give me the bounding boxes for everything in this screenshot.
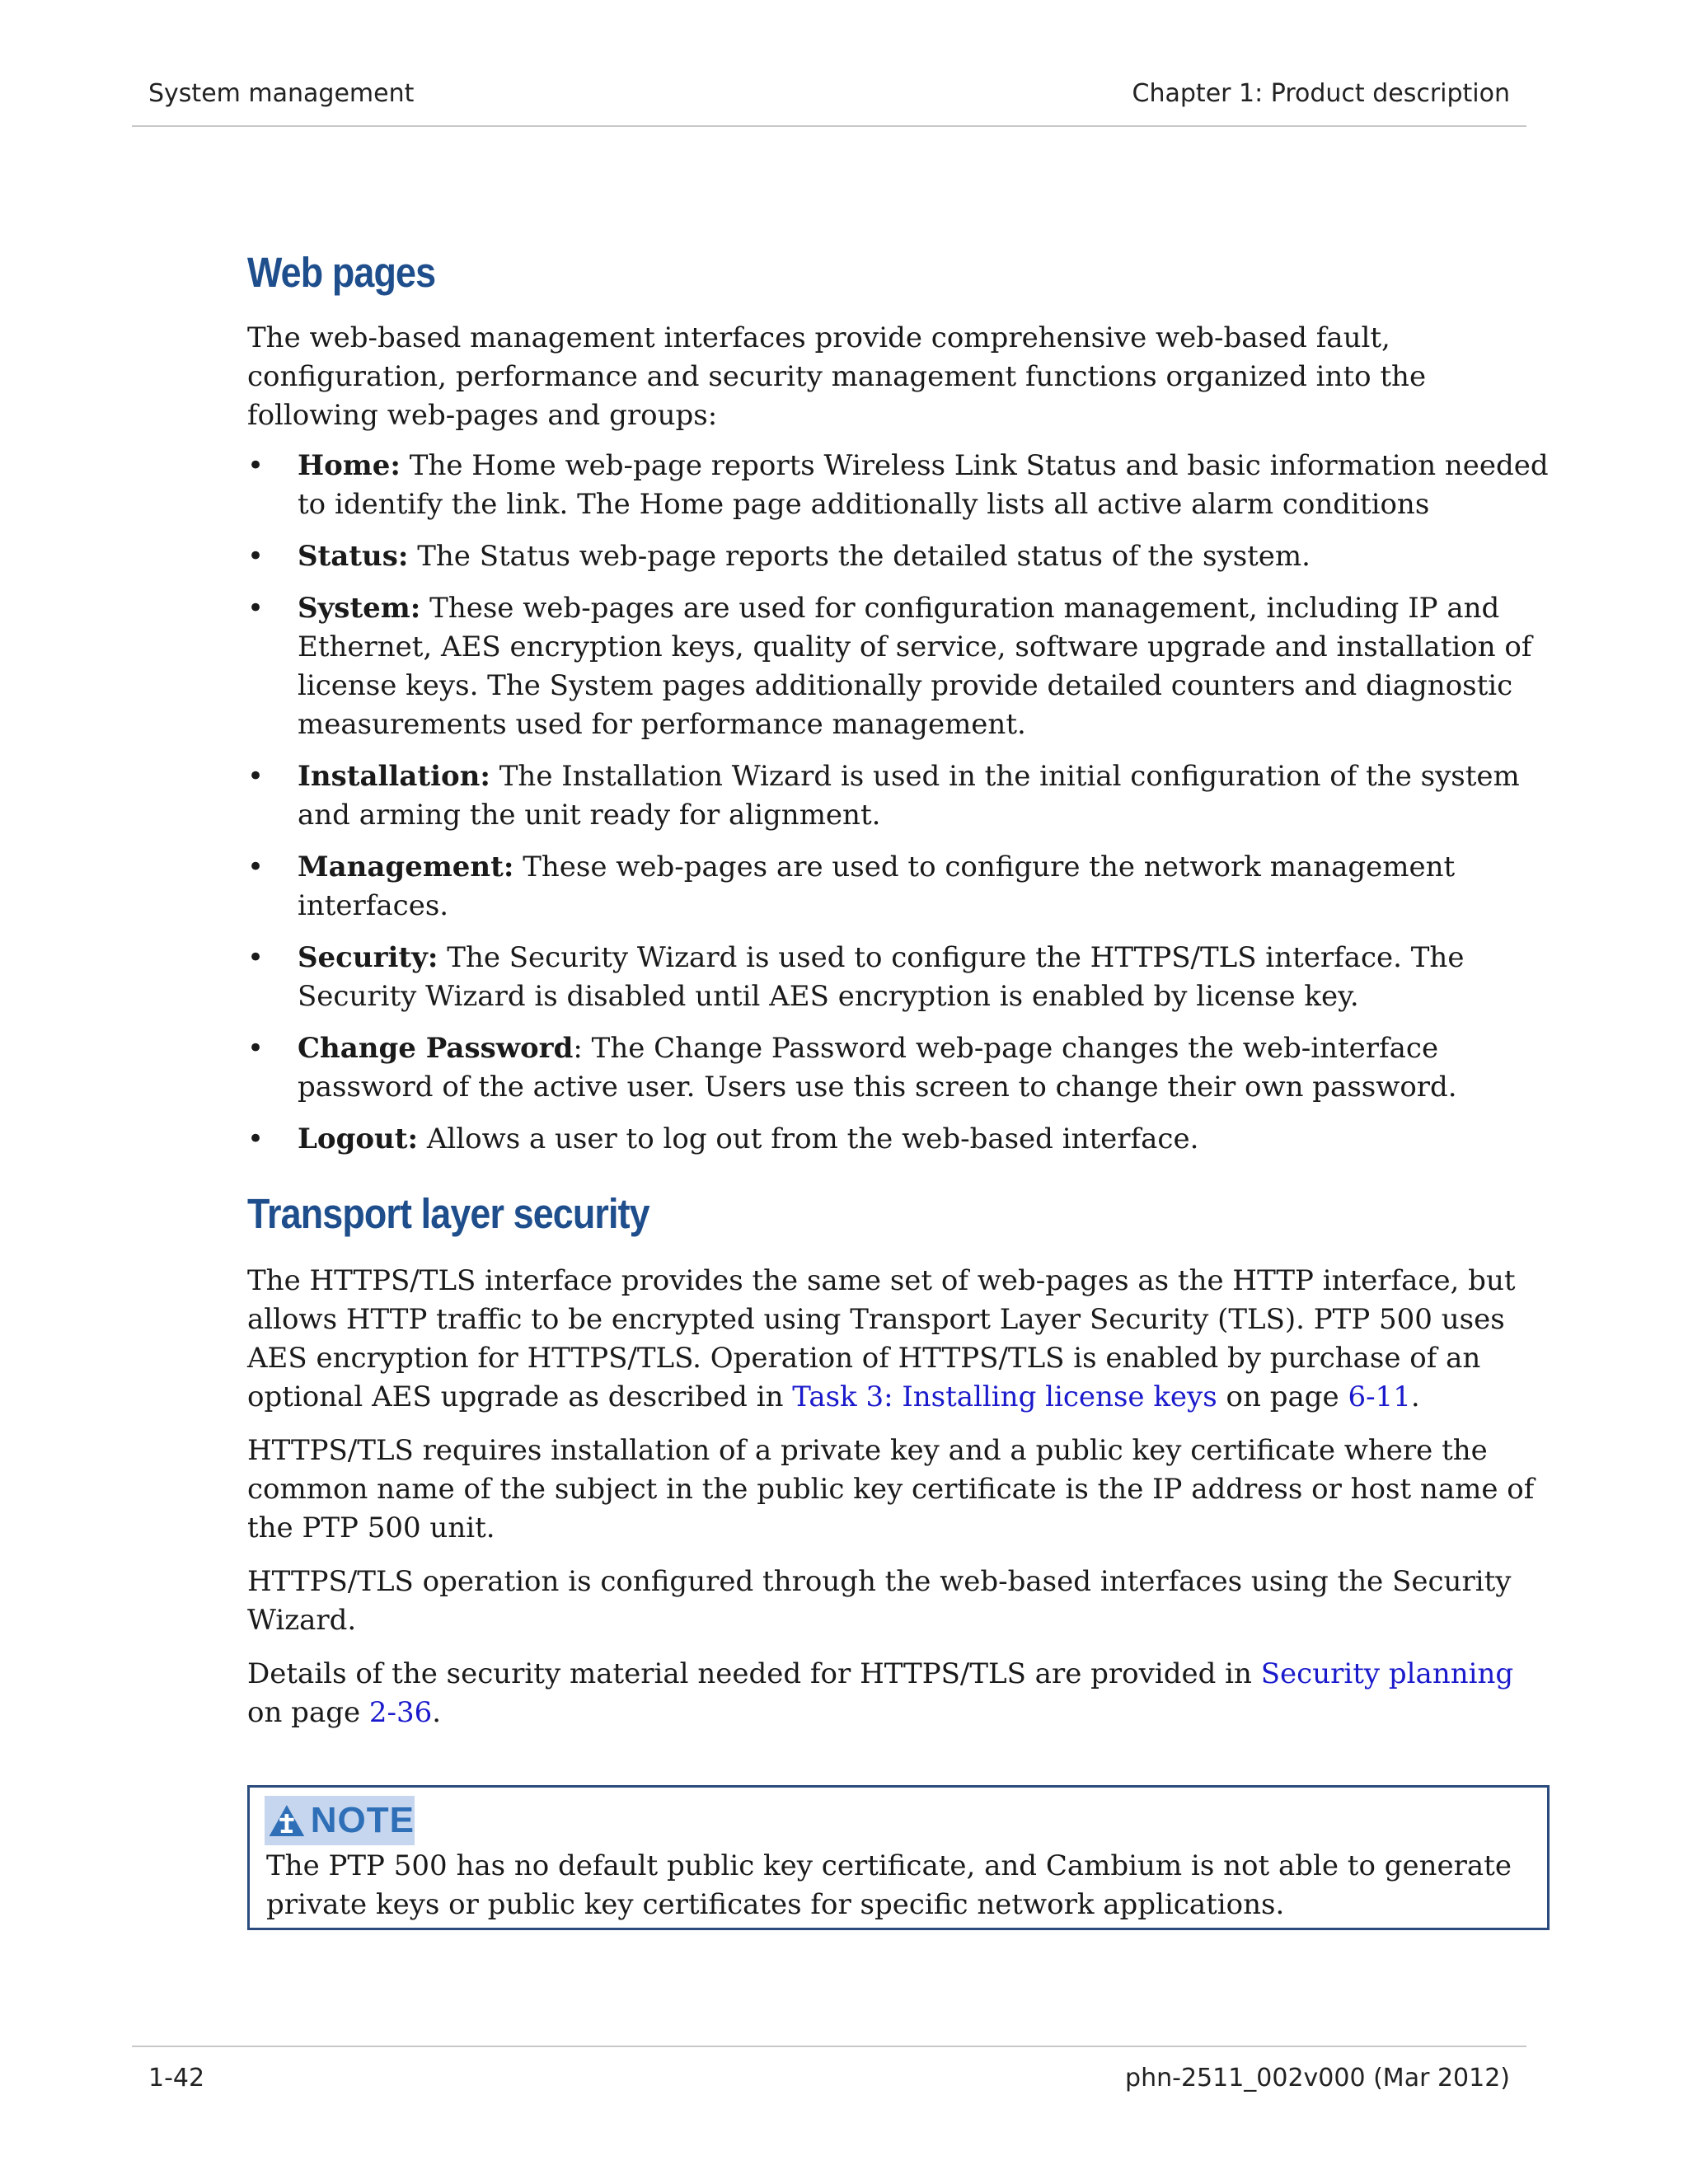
header-chapter-title: Chapter 1: Product description [1132,79,1510,108]
tls-paragraph-2: HTTPS/TLS requires installation of a private key and a public key certificate where the common name of the subject in the public key certificate is the IP address or host name of the PTP 500 unit. [247,1434,1535,1545]
list-item: • Home: The Home web-page reports Wireless Link Status and basic information needed to identify the link. The Home page additionally lists all active alarm conditions [247,449,1549,522]
list-item-term: Security: [298,941,438,975]
note-badge [265,1796,415,1845]
list-item-term: Installation: [298,760,490,794]
list-item-text: The Security Wizard is used to configure the HTTPS/TLS interface. The Security Wizard is disabled until AES encryption is enabled by license key. [298,941,1465,1014]
page-footer [132,2046,1526,2095]
page-header [132,48,1526,127]
list-item: • Management: These web-pages are used to configure the network management interfaces. [247,851,1456,923]
tls-section [247,1262,1550,1732]
list-item: • Logout: Allows a user to log out from the web-based interface. [247,1122,1199,1156]
list-item-text: These web-pages are used for configuration management, including IP and Ethernet, AES encryption keys, quality of service, software upgrade and installation of license keys. The System pages additionally provide detailed counters and diagnostic measurements used for performance management. [298,592,1532,742]
note-box [247,1785,1550,1930]
note-label: NOTE [310,1800,415,1840]
list-item: • Security: The Security Wizard is used to configure the HTTPS/TLS interface. The Security Wizard is disabled until AES encryption is enabled by license key. [247,941,1465,1014]
list-item-text: Allows a user to log out from the web-based interface. [418,1122,1199,1156]
list-item-text: The Status web-page reports the detailed status of the system. [408,540,1311,574]
list-item-text: The Home web-page reports Wireless Link Status and basic information needed to identify the link. The Home page additionally lists all active alarm conditions [298,449,1549,522]
list-item: • Status: The Status web-page reports the detailed status of the system. [247,540,1311,574]
header-section-title: System management [148,79,415,108]
link-page-2-36[interactable]: 2-36 [368,1696,433,1730]
page-content [247,247,1550,1732]
note-warning-icon [268,1799,306,1842]
tls-paragraph-1: The HTTPS/TLS interface provides the same set of web-pages as the HTTP interface, but allows HTTP traffic to be encrypted using Transport Layer Security (TLS). PTP 500 uses AES encryption for HTTPS/TLS. Operation of HTTPS/TLS is enabled by purchase of an optional AES upgrade as described in Task 3: Installing license keys on page 6-11. [247,1264,1516,1414]
list-item-term: Status: [298,540,409,574]
list-item-text: These web-pages are used to configure the network management interfaces. [298,851,1456,923]
web-pages-list [247,447,1550,1159]
list-item-text: The Installation Wizard is used in the initial configuration of the system and arming the unit ready for alignment. [298,760,1520,832]
heading-web-pages: Web pages [247,249,436,296]
tls-paragraph-3: HTTPS/TLS operation is configured through the web-based interfaces using the Security Wizard. [247,1565,1512,1638]
list-item-term: Logout: [298,1122,419,1156]
web-pages-intro: The web-based management interfaces provide comprehensive web-based fault, configuration, performance and security management functions organized into the following web-pages and groups: [247,321,1427,433]
list-item-term: System: [298,592,421,626]
link-installing-license-keys[interactable]: Task 3: Installing license keys [792,1380,1217,1414]
link-security-planning[interactable]: Security planning [1260,1657,1514,1691]
list-item: • System: These web-pages are used for configuration management, including IP and Ethernet, AES encryption keys, quality of service, software upgrade and installation of license keys. The System pages additionally provide detailed counters and diagnostic measurements used for performance management. [247,592,1532,742]
list-item: • Installation: The Installation Wizard is used in the initial configuration of the system and arming the unit ready for alignment. [247,760,1520,832]
link-page-6-11[interactable]: 6-11 [1348,1380,1411,1414]
page-number: 1-42 [148,2064,205,2093]
heading-transport-layer-security: Transport layer security [247,1190,649,1238]
list-item: • Change Password: The Change Password web-page changes the web-interface password of the active user. Users use this screen to change their own password. [247,1032,1457,1104]
list-item-term: Management: [298,851,514,884]
list-item-term: Change Password [298,1032,574,1066]
document-id: phn-2511_002v000 (Mar 2012) [1125,2064,1510,2093]
list-item-text: : The Change Password web-page changes the web-interface password of the active user. Users use this screen to change their own password. [298,1032,1457,1104]
tls-paragraph-4: Details of the security material needed for HTTPS/TLS are provided in Security planning on page 2-36. [247,1657,1514,1730]
note-text: The PTP 500 has no default public key certificate, and Cambium is not able to generate private keys or public key certificates for specific network applications. [266,1849,1512,1921]
list-item-term: Home: [298,449,401,483]
